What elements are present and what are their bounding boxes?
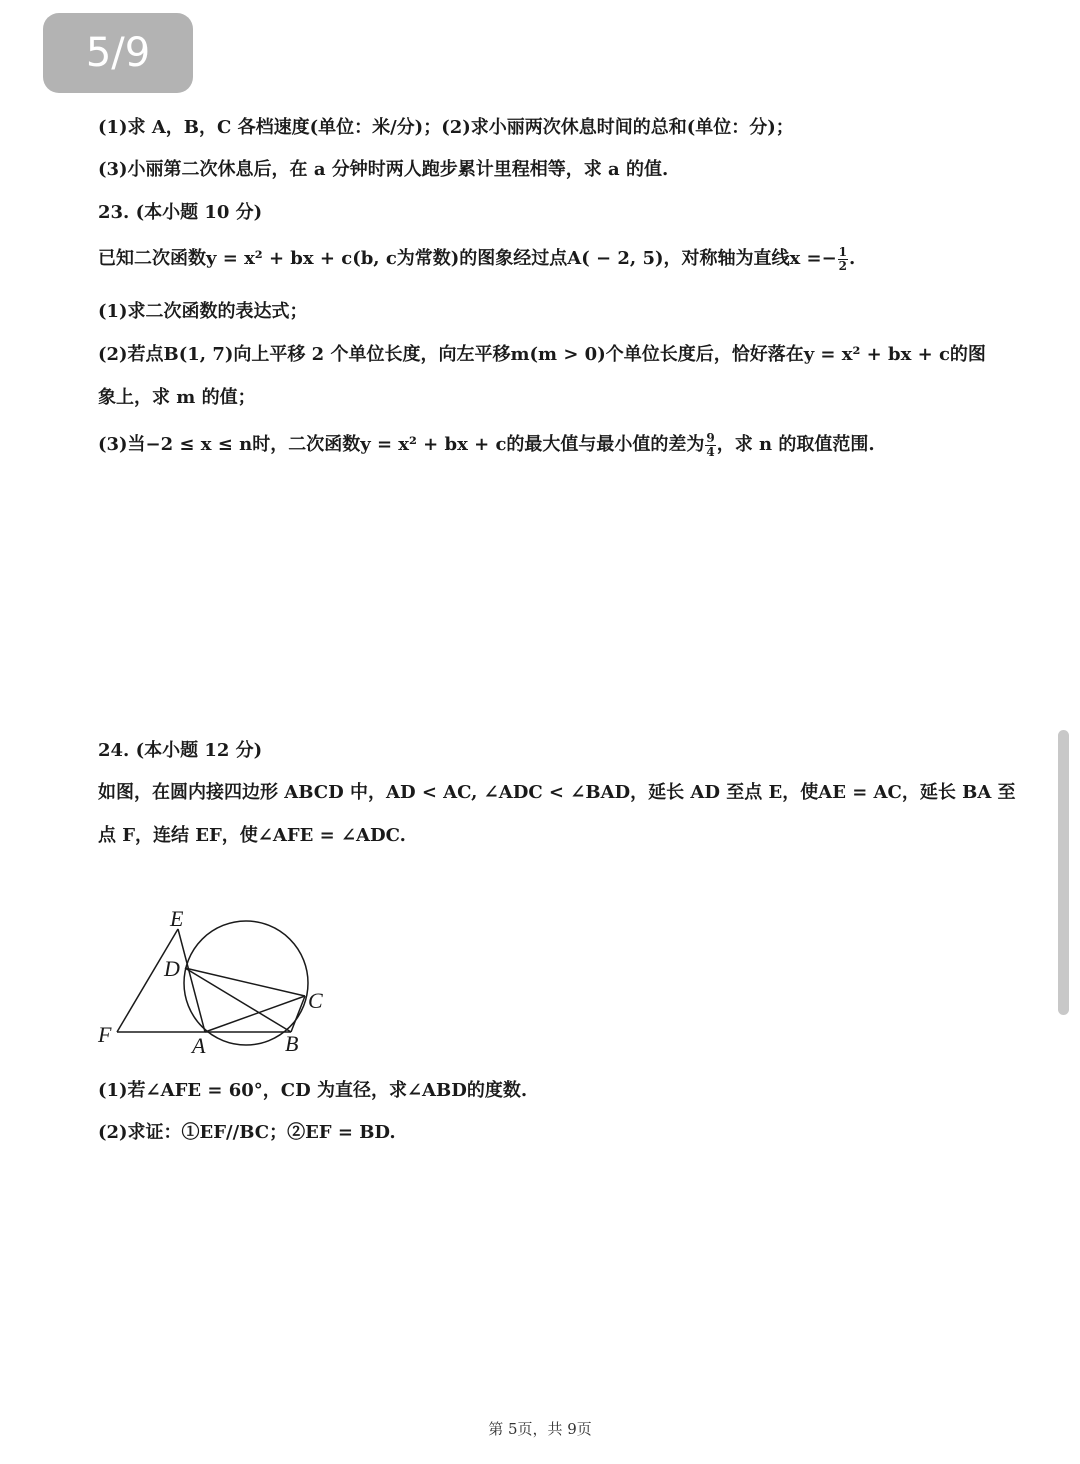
q23-stem-fraction-numerator: 1 xyxy=(838,245,848,259)
scrollbar-thumb[interactable] xyxy=(1058,730,1069,1015)
q24-part2: (2)求证：①EF//BC；②EF = BD. xyxy=(98,1122,396,1143)
label-B: B xyxy=(285,1031,299,1056)
q23-stem-end: . xyxy=(849,248,856,270)
segment-DC xyxy=(185,968,305,996)
q24-stem-line2: 点 F，连结 EF，使∠AFE = ∠ADC. xyxy=(98,825,406,846)
q23-part3-fraction-numerator: 9 xyxy=(706,431,715,445)
geometry-figure xyxy=(95,900,335,1065)
q23-part3-end: ，求 n 的取值范围. xyxy=(716,434,875,456)
label-F: F xyxy=(98,1022,112,1047)
page-indicator-badge: 5/9 xyxy=(43,13,193,93)
q23-stem-fraction-denominator: 2 xyxy=(838,258,848,273)
segment-DB xyxy=(185,968,291,1032)
page-footer: 第 5页，共 9页 xyxy=(488,1420,592,1438)
q23-stem-text: 已知二次函数y = x² + bx + c(b, c为常数)的图象经过点A( − 2, 5)，对称轴为直线x =− xyxy=(98,248,837,270)
q23-part3-text: (3)当−2 ≤ x ≤ n时，二次函数y = x² + bx + c的最大值与最小值的差为 xyxy=(98,434,705,456)
q23-part3-fraction-denominator: 4 xyxy=(706,444,715,459)
q22-part3: (3)小丽第二次休息后，在 a 分钟时两人跑步累计里程相等，求 a 的值. xyxy=(98,159,669,180)
q23-part3 xyxy=(98,432,875,458)
segment-BC xyxy=(291,996,305,1032)
q24-heading: 24. (本小题 12 分) xyxy=(98,740,263,761)
q23-heading: 23. (本小题 10 分) xyxy=(98,202,263,223)
segment-EA xyxy=(178,929,205,1032)
q22-part1-2: (1)求 A，B，C 各档速度(单位：米/分)；(2)求小丽两次休息时间的总和(单位：分)； xyxy=(98,117,794,138)
q23-part2-line1: (2)若点B(1, 7)向上平移 2 个单位长度，向左平移m(m > 0)个单位长度后，恰好落在y = x² + bx + c的图 xyxy=(98,344,986,365)
q23-part2-line2: 象上，求 m 的值； xyxy=(98,387,256,408)
q23-stem-fraction xyxy=(838,246,848,272)
label-A: A xyxy=(192,1033,206,1058)
label-D: D xyxy=(164,956,180,981)
label-E: E xyxy=(170,906,184,931)
q23-part3-fraction xyxy=(705,432,715,458)
q23-part1: (1)求二次函数的表达式； xyxy=(98,301,308,322)
q24-stem-line1: 如图，在圆内接四边形 ABCD 中，AD < AC, ∠ADC < ∠BAD，延长 AD 至点 E，使AE = AC，延长 BA 至 xyxy=(98,782,1016,803)
label-C: C xyxy=(308,988,323,1013)
q24-part1: (1)若∠AFE = 60°，CD 为直径，求∠ABD的度数. xyxy=(98,1080,528,1101)
q23-stem xyxy=(98,246,855,272)
